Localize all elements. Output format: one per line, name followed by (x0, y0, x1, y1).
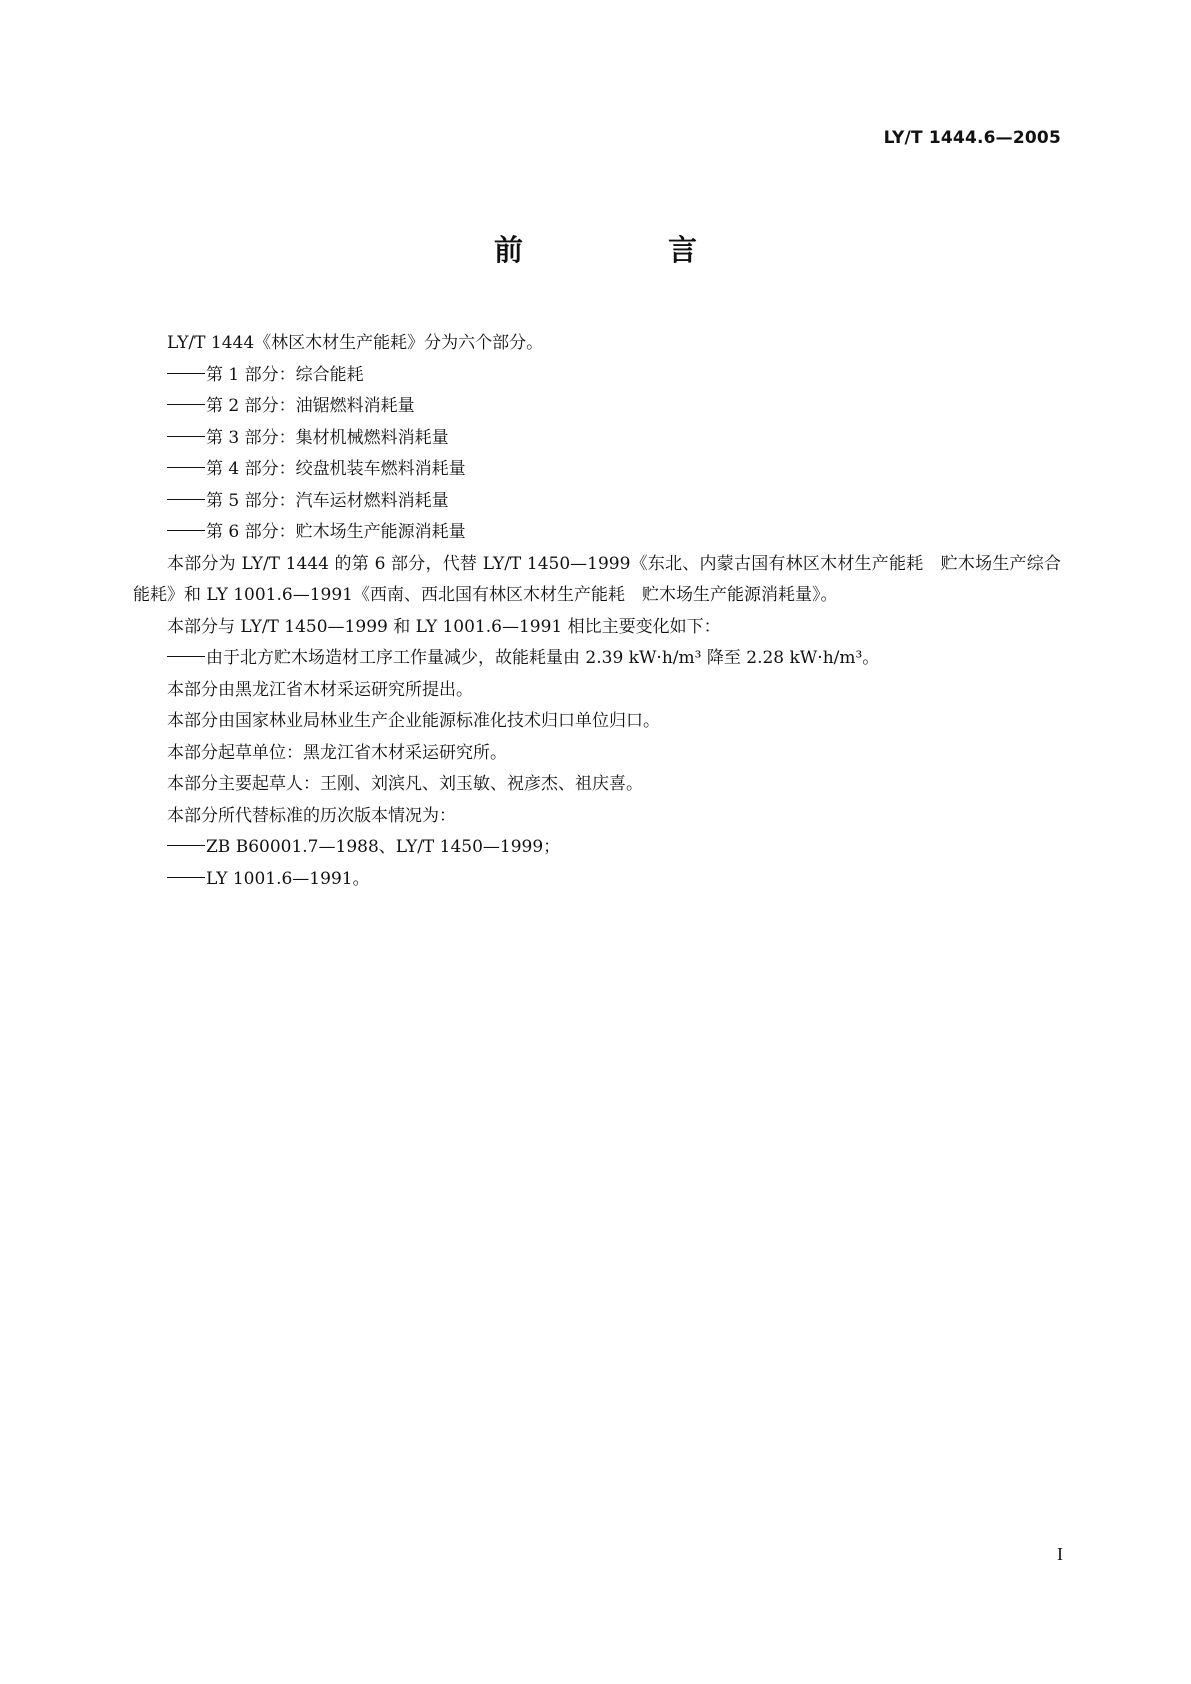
intro-paragraph: LY/T 1444《林区木材生产能耗》分为六个部分。 (167, 333, 544, 353)
list-item-text: 第 4 部分：绞盘机装车燃料消耗量 (206, 459, 466, 479)
changes-intro-paragraph: 本部分与 LY/T 1450—1999 和 LY 1001.6—1991 相比主要变化如下： (167, 616, 721, 637)
list-item-text: 第 1 部分：综合能耗 (206, 364, 364, 385)
list-item-part-1 (133, 360, 1061, 392)
drafting-unit-paragraph: 本部分起草单位：黑龙江省木材采运研究所。 (167, 742, 507, 763)
list-item-text: 第 5 部分：汽车运材燃料消耗量 (206, 490, 449, 511)
change-item (133, 643, 1061, 675)
list-item-part-3 (133, 423, 1061, 455)
history-item-1 (133, 832, 1061, 864)
list-item-part-4 (133, 454, 1061, 486)
responsible-unit-paragraph: 本部分由国家林业局林业生产企业能源标准化技术归口单位归口。 (167, 711, 660, 731)
list-item-text: 第 2 部分：油锯燃料消耗量 (206, 396, 415, 416)
list-item-text: 第 3 部分：集材机械燃料消耗量 (206, 427, 449, 448)
dash-bullet (167, 373, 205, 374)
replacement-paragraph: 本部分为 LY/T 1444 的第 6 部分，代替 LY/T 1450—1999《东北、内蒙古国有林区木材生产能耗 贮木场生产综合能耗》和 LY 1001.6—1991《西南、西北国有林区木材生产能耗 贮木场生产能源消耗量》。 (133, 553, 1061, 605)
page-number: I (1057, 1544, 1063, 1564)
dash-bullet (167, 404, 205, 405)
dash-bullet (167, 436, 205, 437)
dash-bullet (167, 656, 205, 657)
dash-bullet (167, 530, 205, 531)
document-body (133, 328, 1061, 895)
list-item-part-2 (133, 391, 1061, 423)
dash-bullet (167, 467, 205, 468)
standard-code: LY/T 1444.6—2005 (883, 128, 1061, 148)
list-item-part-5 (133, 486, 1061, 518)
change-item-text: 由于北方贮木场造材工序工作量减少，故能耗量由 2.39 kW·h/m³ 降至 2.28 kW·h/m³。 (206, 648, 880, 668)
dash-bullet (167, 499, 205, 500)
history-intro-paragraph: 本部分所代替标准的历次版本情况为： (167, 805, 456, 826)
dash-bullet (167, 877, 205, 878)
list-item-part-6 (133, 517, 1061, 549)
history-item-text: ZB B60001.7—1988、LY/T 1450—1999； (206, 837, 561, 857)
drafters-paragraph: 本部分主要起草人：王刚、刘滨凡、刘玉敏、祝彦杰、祖庆喜。 (167, 774, 643, 794)
list-item-text: 第 6 部分：贮木场生产能源消耗量 (206, 522, 466, 542)
dash-bullet (167, 845, 205, 846)
history-item-text: LY 1001.6—1991。 (206, 868, 370, 889)
page-title: 前 言 (493, 233, 755, 267)
history-item-2 (133, 864, 1061, 896)
proposer-paragraph: 本部分由黑龙江省木材采运研究所提出。 (167, 679, 473, 700)
